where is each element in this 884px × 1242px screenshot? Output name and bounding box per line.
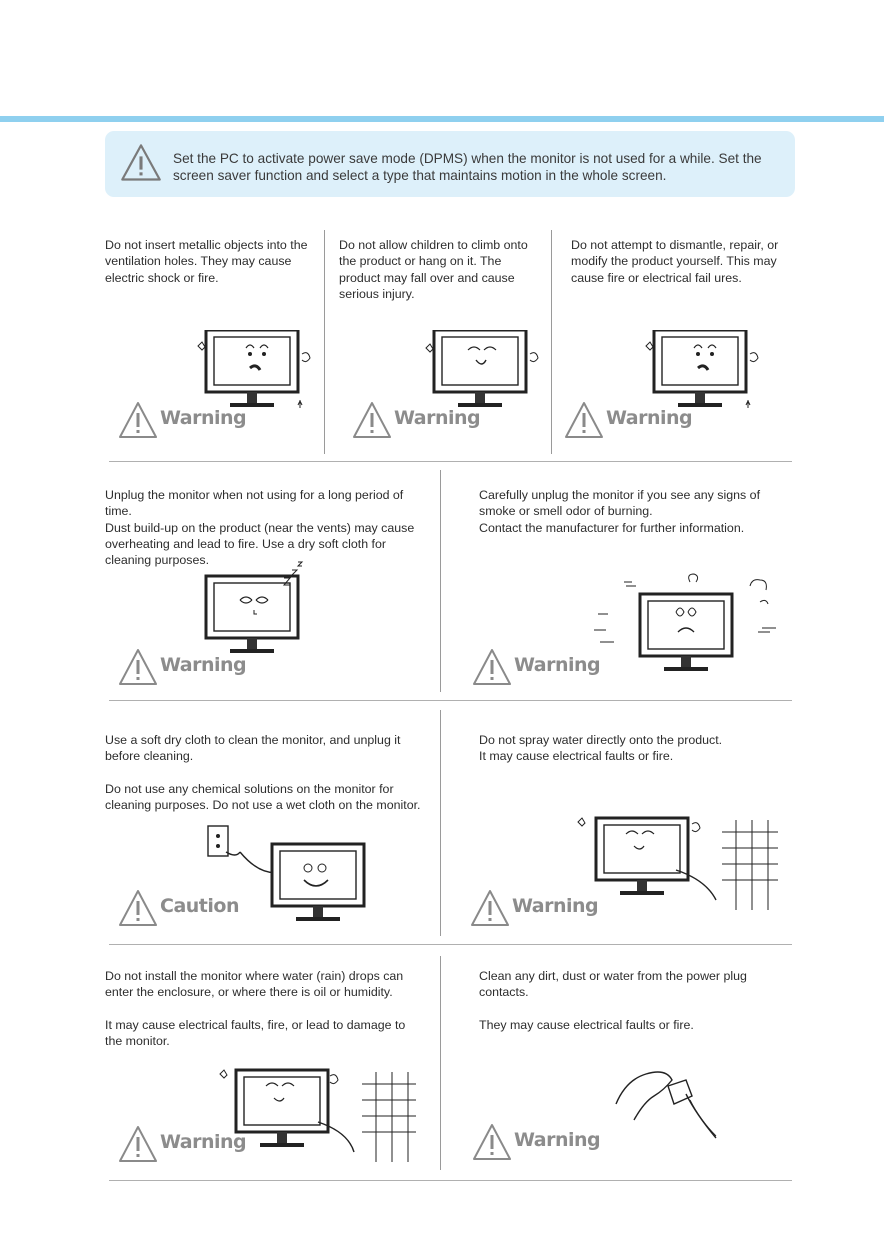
row-divider bbox=[109, 700, 792, 701]
warning-triangle-icon bbox=[472, 1122, 512, 1162]
warning-badge bbox=[118, 1124, 258, 1166]
item-description: Clean any dirt, dust or water from the power plug contacts. They may cause electrical faults or fire. bbox=[479, 969, 747, 1032]
column-divider bbox=[440, 470, 441, 692]
warning-label: Warning bbox=[514, 1129, 601, 1151]
warning-label: Warning bbox=[160, 654, 247, 676]
warning-label: Warning bbox=[160, 1131, 247, 1153]
warning-label: Warning bbox=[394, 407, 481, 429]
item-description: Do not spray water directly onto the product. It may cause electrical faults or fire. bbox=[479, 733, 723, 764]
warning-triangle-icon bbox=[118, 888, 158, 928]
power-save-notice bbox=[105, 131, 795, 197]
sleeping-monitor-icon bbox=[196, 560, 316, 656]
column-divider bbox=[551, 230, 552, 454]
item-description: Carefully unplug the monitor if you see any signs of smoke or smell odor of burning. Contact the manufacturer for further information. bbox=[479, 488, 761, 535]
smoking-monitor-icon bbox=[590, 572, 786, 674]
column-divider bbox=[440, 956, 441, 1170]
warning-badge bbox=[352, 400, 492, 442]
warning-triangle-icon bbox=[352, 400, 392, 440]
row-divider bbox=[109, 1180, 792, 1181]
safety-item bbox=[105, 968, 423, 1049]
warning-badge bbox=[470, 888, 610, 930]
column-divider bbox=[324, 230, 325, 454]
safety-item bbox=[105, 237, 317, 286]
warning-triangle-icon bbox=[118, 647, 158, 687]
header-accent-bar bbox=[0, 116, 884, 122]
row-divider bbox=[109, 944, 792, 945]
warning-triangle-icon bbox=[564, 400, 604, 440]
item-description: Do not install the monitor where water (rain) drops can enter the enclosure, or where there is oil or humidity. It may cause electrical faults, fire, or lead to damage to the monitor. bbox=[105, 969, 406, 1049]
item-description: Unplug the monitor when not using for a long period of time. Dust build-up on the product (near the vents) may cause overheating and lead to fire. Use a dry soft cloth for cleaning purposes. bbox=[105, 488, 415, 568]
warning-triangle-icon bbox=[118, 400, 158, 440]
item-description: Do not insert metallic objects into the ventilation holes. They may cause electric shock or fire. bbox=[105, 238, 308, 285]
safety-item bbox=[339, 237, 544, 302]
warning-label: Warning bbox=[606, 407, 693, 429]
warning-triangle-icon bbox=[470, 888, 510, 928]
safety-item bbox=[479, 732, 779, 765]
notice-text: Set the PC to activate power save mode (DPMS) when the monitor is not used for a while. Set the screen saver function and select a type that maintains motion in the whole screen. bbox=[173, 151, 762, 183]
row-divider bbox=[109, 461, 792, 462]
warning-badge bbox=[118, 647, 258, 689]
item-description: Do not allow children to climb onto the product or hang on it. The product may fall over and cause serious injury. bbox=[339, 238, 528, 301]
safety-item bbox=[479, 968, 779, 1033]
item-description: Do not attempt to dismantle, repair, or modify the product yourself. This may cause fire or electrical fail ures. bbox=[571, 238, 779, 285]
safety-item bbox=[479, 487, 779, 536]
warning-badge bbox=[472, 647, 612, 689]
warning-label: Warning bbox=[514, 654, 601, 676]
warning-label: Warning bbox=[512, 895, 599, 917]
warning-badge bbox=[472, 1122, 612, 1164]
warning-triangle-icon bbox=[119, 141, 163, 185]
safety-item bbox=[105, 487, 423, 568]
safety-item bbox=[105, 732, 423, 813]
warning-badge bbox=[564, 400, 704, 442]
caution-badge bbox=[118, 888, 258, 930]
caution-label: Caution bbox=[160, 895, 239, 917]
safety-item bbox=[571, 237, 791, 286]
item-description: Use a soft dry cloth to clean the monitor, and unplug it before cleaning. Do not use any chemical solutions on the monitor for cleaning purposes. Do not use a wet cloth on the monitor. bbox=[105, 733, 421, 813]
warning-triangle-icon bbox=[118, 1124, 158, 1164]
column-divider bbox=[440, 710, 441, 936]
warning-label: Warning bbox=[160, 407, 247, 429]
warning-triangle-icon bbox=[472, 647, 512, 687]
power-plug-cleaning-icon bbox=[610, 1064, 722, 1142]
warning-badge bbox=[118, 400, 258, 442]
